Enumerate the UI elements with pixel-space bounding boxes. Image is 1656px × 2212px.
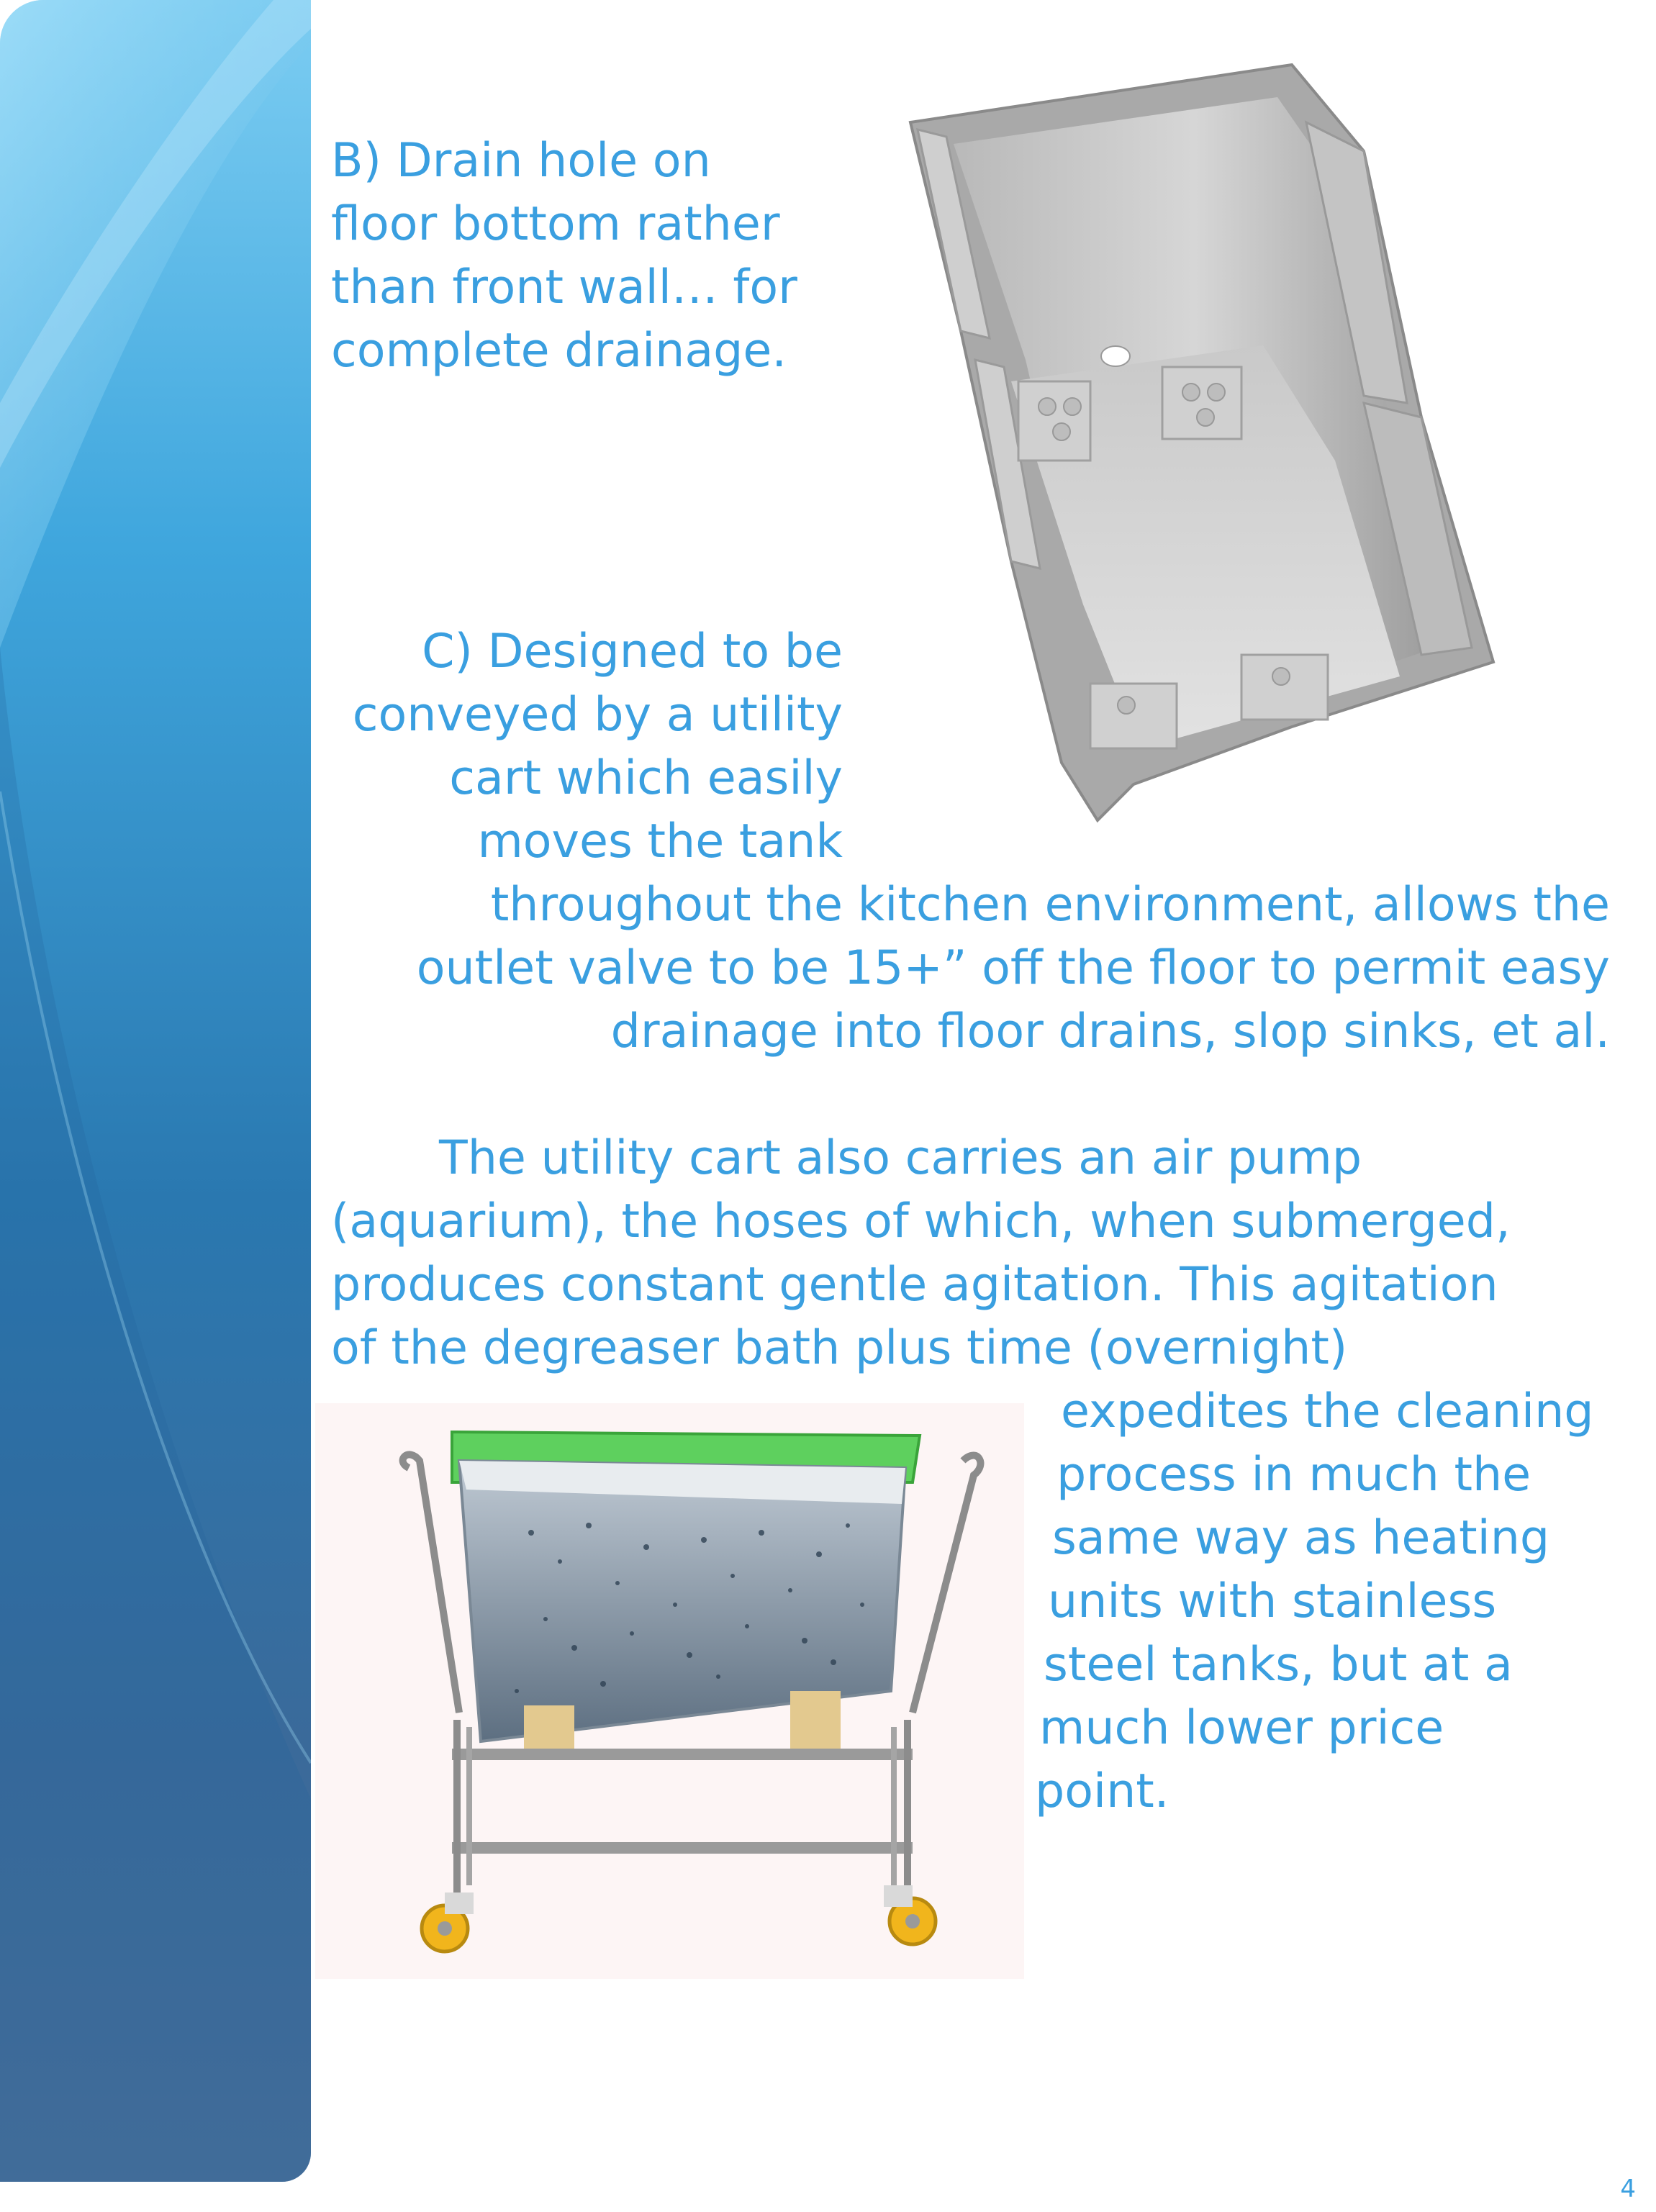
pump-continuation-line: point. bbox=[1035, 1764, 1169, 1818]
section-b-line: floor bottom rather bbox=[331, 197, 780, 251]
section-c-line: moves the tank bbox=[477, 815, 843, 869]
section-c-line: conveyed by a utility bbox=[352, 688, 843, 742]
pump-continuation-line: steel tanks, but at a bbox=[1044, 1638, 1513, 1692]
pump-line: The utility cart also carries an air pump bbox=[439, 1131, 1362, 1185]
section-b-line: complete drainage. bbox=[331, 324, 787, 378]
pump-continuation-line: much lower price bbox=[1039, 1701, 1444, 1755]
pump-continuation-line: expedites the cleaning bbox=[1061, 1384, 1594, 1438]
pump-line: of the degreaser bath plus time (overnight) bbox=[331, 1321, 1348, 1375]
section-c-line: drainage into floor drains, slop sinks, et al. bbox=[610, 1005, 1610, 1059]
decorative-sidebar bbox=[0, 0, 311, 2182]
utility-cart-render bbox=[315, 1403, 1024, 1979]
pump-line: (aquarium), the hoses of which, when submerged, bbox=[331, 1195, 1511, 1248]
pump-continuation-line: same way as heating bbox=[1052, 1511, 1550, 1565]
section-c-line: cart which easily bbox=[449, 751, 843, 805]
section-c-line: outlet valve to be 15+” off the floor to permit easy bbox=[416, 941, 1610, 995]
pump-continuation-line: process in much the bbox=[1057, 1448, 1531, 1502]
page-number: 4 bbox=[1620, 2175, 1636, 2203]
pump-continuation-line: units with stainless bbox=[1048, 1574, 1497, 1628]
pump-line: produces constant gentle agitation. This agitation bbox=[331, 1258, 1498, 1312]
section-c-line: throughout the kitchen environment, allows the bbox=[490, 878, 1610, 932]
section-b-line: than front wall… for bbox=[331, 260, 797, 314]
plastic-tank-render bbox=[903, 58, 1508, 835]
section-c-line: C) Designed to be bbox=[422, 625, 843, 679]
section-b-line: B) Drain hole on bbox=[331, 134, 711, 188]
